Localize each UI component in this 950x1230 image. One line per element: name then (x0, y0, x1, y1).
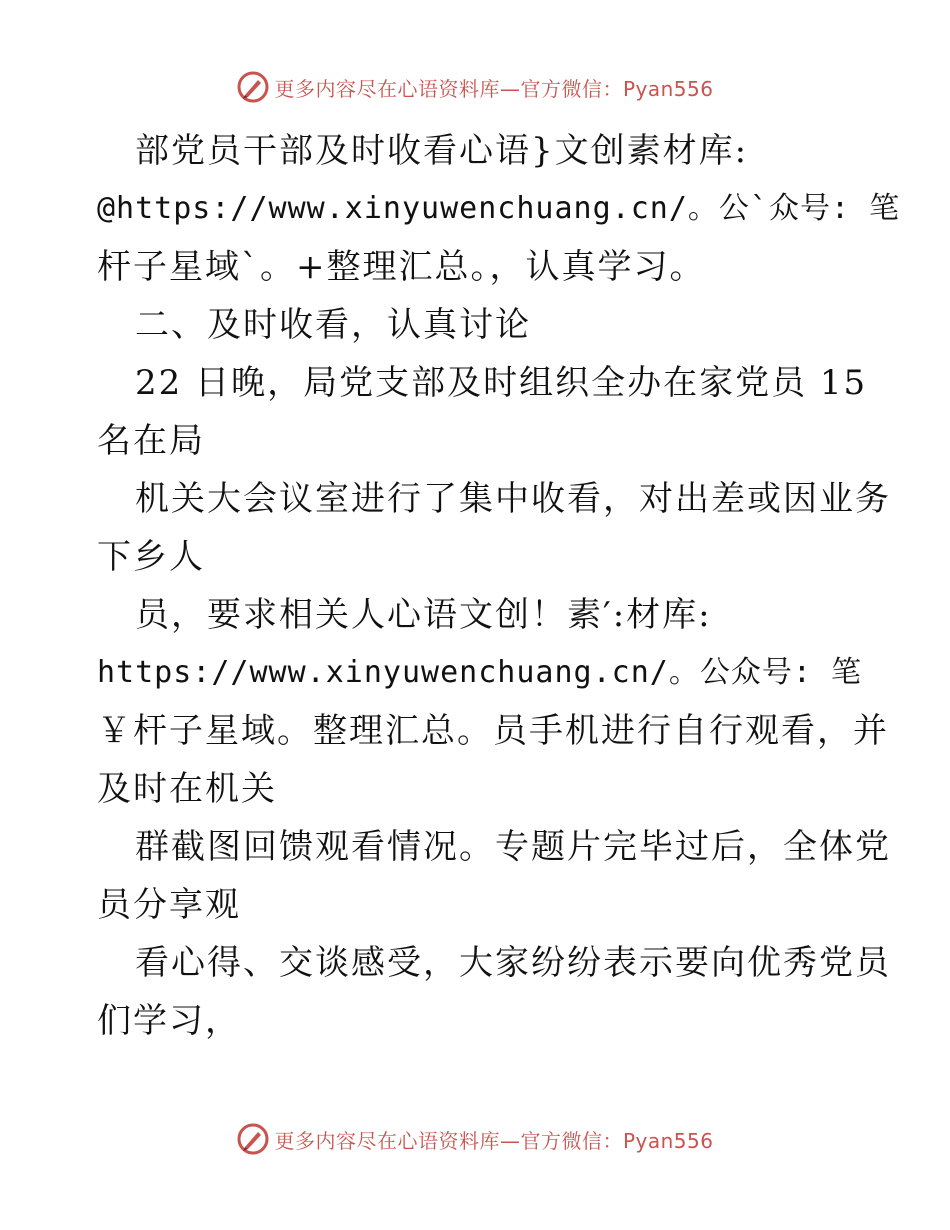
banner-text: 更多内容尽在心语资料库—官方微信：Pyan556 (274, 76, 714, 101)
text-line: ￥杆子星域。整理汇总。员手机进行自行观看，并 (97, 711, 889, 751)
text-line: 们学习， (97, 1001, 241, 1041)
banner-text: 更多内容尽在心语资料库—官方微信：Pyan556 (274, 1128, 714, 1153)
text-line: 22 日晚，局党支部及时组织全办在家党员 15 (135, 363, 868, 403)
pen-logo-icon (236, 70, 270, 104)
text-line: https://www.xinyuwenchuang.cn/。公众号: 笔 (97, 655, 862, 690)
pen-logo-icon (236, 1122, 270, 1156)
text-line: 及时在机关 (97, 769, 277, 809)
text-line: 机关大会议室进行了集中收看，对出差或因业务 (135, 479, 891, 519)
text-line: 下乡人 (97, 537, 205, 577)
text-line: 群截图回馈观看情况。专题片完毕过后，全体党 (135, 827, 891, 867)
text-line: 员分享观 (97, 885, 241, 925)
text-line: 看心得、交谈感受，大家纷纷表示要向优秀党员 (135, 943, 891, 983)
text-line: @https://www.xinyuwenchuang.cn/。公`众号: 笔 (97, 191, 901, 226)
footer-banner (0, 1122, 950, 1156)
text-line: 杆子星域`。+整理汇总。，认真学习。 (97, 247, 706, 287)
text-line: 部党员干部及时收看心语}文创素材库: (135, 131, 749, 171)
text-line: 员，要求相关人心语文创！素′:材库: (135, 595, 712, 635)
header-banner (0, 70, 950, 104)
section-heading: 二、及时收看，认真讨论 (135, 305, 531, 345)
document-body (97, 122, 901, 1050)
text-line: 名在局 (97, 421, 205, 461)
